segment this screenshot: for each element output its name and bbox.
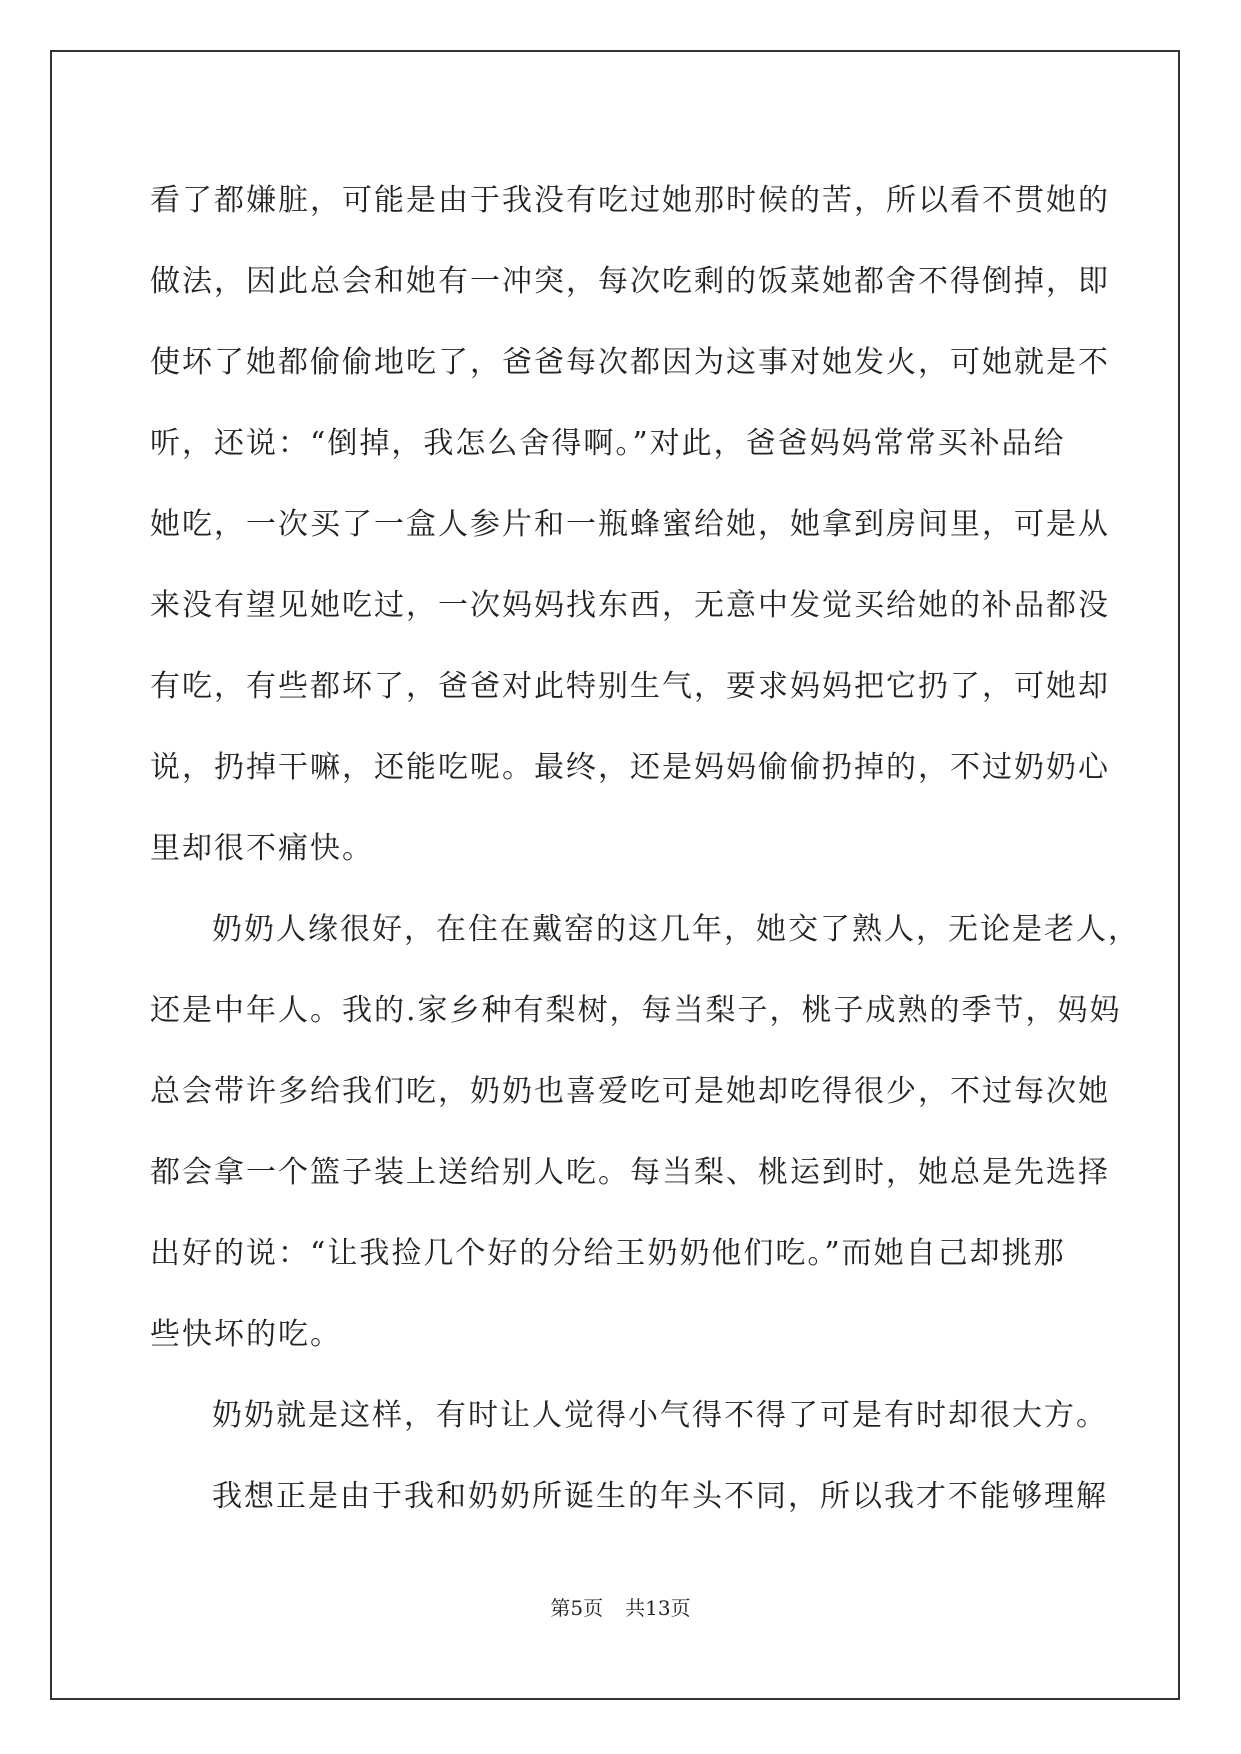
page-total: 共13页 [625,1596,691,1620]
text-line: 有吃，有些都坏了，爸爸对此特别生气，要求妈妈把它扔了，可她却 [150,669,1110,704]
paragraph-start-line: 奶奶就是这样，有时让人觉得小气得不得了可是有时却很大方。 [212,1398,1108,1433]
text-line: 说，扔掉干嘛，还能吃呢。最终，还是妈妈偷偷扔掉的，不过奶奶心 [150,750,1110,785]
paragraph-start-line: 我想正是由于我和奶奶所诞生的年头不同，所以我才不能够理解 [212,1479,1108,1514]
text-line: 出好的说：“让我捡几个好的分给王奶奶他们吃。”而她自己却挑那 [150,1236,1066,1271]
text-line: 总会带许多给我们吃，奶奶也喜爱吃可是她却吃得很少，不过每次她 [150,1074,1110,1109]
text-line: 做法，因此总会和她有一冲突，每次吃剩的饭菜她都舍不得倒掉，即 [150,264,1110,299]
text-line: 看了都嫌脏，可能是由于我没有吃过她那时候的苦，所以看不贯她的 [150,183,1110,218]
page-footer [0,1592,1241,1621]
document-body [150,160,1140,1537]
text-line: 听，还说：“倒掉，我怎么舍得啊。”对此，爸爸妈妈常常买补品给 [150,426,1066,461]
page-number: 第5页 [550,1596,604,1620]
text-line: 来没有望见她吃过，一次妈妈找东西，无意中发觉买给她的补品都没 [150,588,1110,623]
text-line: 里却很不痛快。 [150,831,374,866]
text-line: 些快坏的吃。 [150,1317,342,1352]
text-line: 她吃，一次买了一盒人参片和一瓶蜂蜜给她，她拿到房间里，可是从 [150,507,1110,542]
text-line: 还是中年人。我的.家乡种有梨树，每当梨子，桃子成熟的季节，妈妈 [150,993,1122,1028]
text-line: 使坏了她都偷偷地吃了，爸爸每次都因为这事对她发火，可她就是不 [150,345,1110,380]
paragraph-start-line: 奶奶人缘很好，在住在戴窑的这几年，她交了熟人，无论是老人， [212,912,1140,947]
text-line: 都会拿一个篮子装上送给别人吃。每当梨、桃运到时，她总是先选择 [150,1155,1110,1190]
